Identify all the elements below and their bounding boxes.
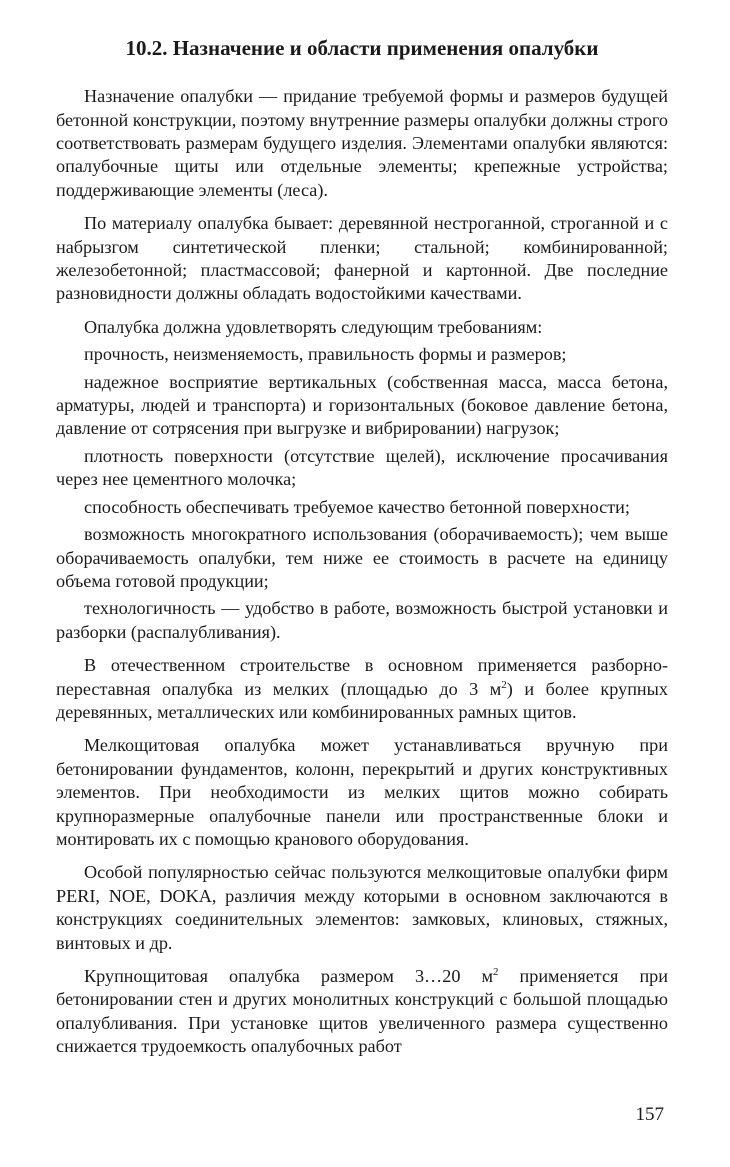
paragraph-requirements-intro: Опалубка должна удовлетворять следующим требованиям:	[84, 316, 543, 337]
requirement-item: возможность многократного использования (оборачиваемость); чем выше оборачиваемость опалубки, тем ниже ее стоимость в расчете на единицу объема готовой продукции;	[56, 524, 668, 591]
superscript: 2	[501, 678, 507, 691]
paragraph-materials: По материалу опалубка бывает: деревянной нестроганной, строганной и с набрызгом синтетической пленки; стальной; комбинированной; железобетонной; пластмассовой; фанерной и картонной. Две последние разновидности должны обладать водостойкими качествами.	[56, 213, 668, 304]
text-span: В отечественном строительстве в основном применяется разборно-переставная опалубка из мелких (площадью до 3 м	[56, 655, 668, 699]
paragraph-purpose: Назначение опалубки — придание требуемой формы и размеров будущей бетонной конструкции, поэтому внутренние размеры опалубки должны строго соответствовать размерам будущего изделия. Элементами опалубки являются: опалубочные щиты или отдельные элементы; крепежные устройства; поддерживающие элементы (леса).	[56, 86, 668, 200]
requirement-item: прочность, неизменяемость, правильность формы и размеров;	[84, 344, 567, 365]
requirement-item: плотность поверхности (отсутствие щелей), исключение просачивания через нее цементного молочка;	[56, 445, 668, 490]
requirement-item: технологичность — удобство в работе, возможность быстрой установки и разборки (распалубливания).	[56, 598, 668, 642]
paragraph-large-panel	[56, 965, 668, 1059]
section-heading: 10.2. Назначение и области применения опалубки	[125, 36, 599, 60]
requirement-item: способность обеспечивать требуемое качество бетонной поверхности;	[84, 496, 630, 517]
paragraph-brands: Особой популярностью сейчас пользуются мелкощитовые опалубки фирм PERI, NOE, DOKA, различия между которыми в основном заключаются в конструкциях соединительных элементов: замковых, клиновых, стяжных, винтовых и др.	[56, 862, 668, 953]
page-content	[56, 36, 668, 1069]
page-number: 157	[635, 1104, 664, 1125]
superscript: 2	[492, 965, 499, 978]
requirement-item: надежное восприятие вертикальных (собственная масса, масса бетона, арматуры, людей и транспорта) и горизонтальных (боковое давление бетона, давление от сотрясения при выгрузке и вибрировании) нагрузок;	[56, 371, 668, 439]
text-span: ) и более крупных деревянных, металлических или комбинированных рамных щитов.	[56, 678, 668, 722]
text-span: применяется при бетонировании стен и других монолитных конструкций с большой площадью опалубливания. При установке щитов увеличенного размера существенно снижается трудоемкость опалубочных работ	[56, 966, 669, 1057]
paragraph-domestic-practice	[56, 654, 668, 724]
paragraph-small-panel: Мелкощитовая опалубка может устанавливаться вручную при бетонировании фундаментов, колонн, перекрытий и других конструктивных элементов. При необходимости из мелких щитов можно собирать крупноразмерные опалубочные панели или пространственные блоки и монтировать их с помощью кранового оборудования.	[56, 735, 668, 849]
text-span: Крупнощитовая опалубка размером 3…20 м	[84, 966, 493, 986]
